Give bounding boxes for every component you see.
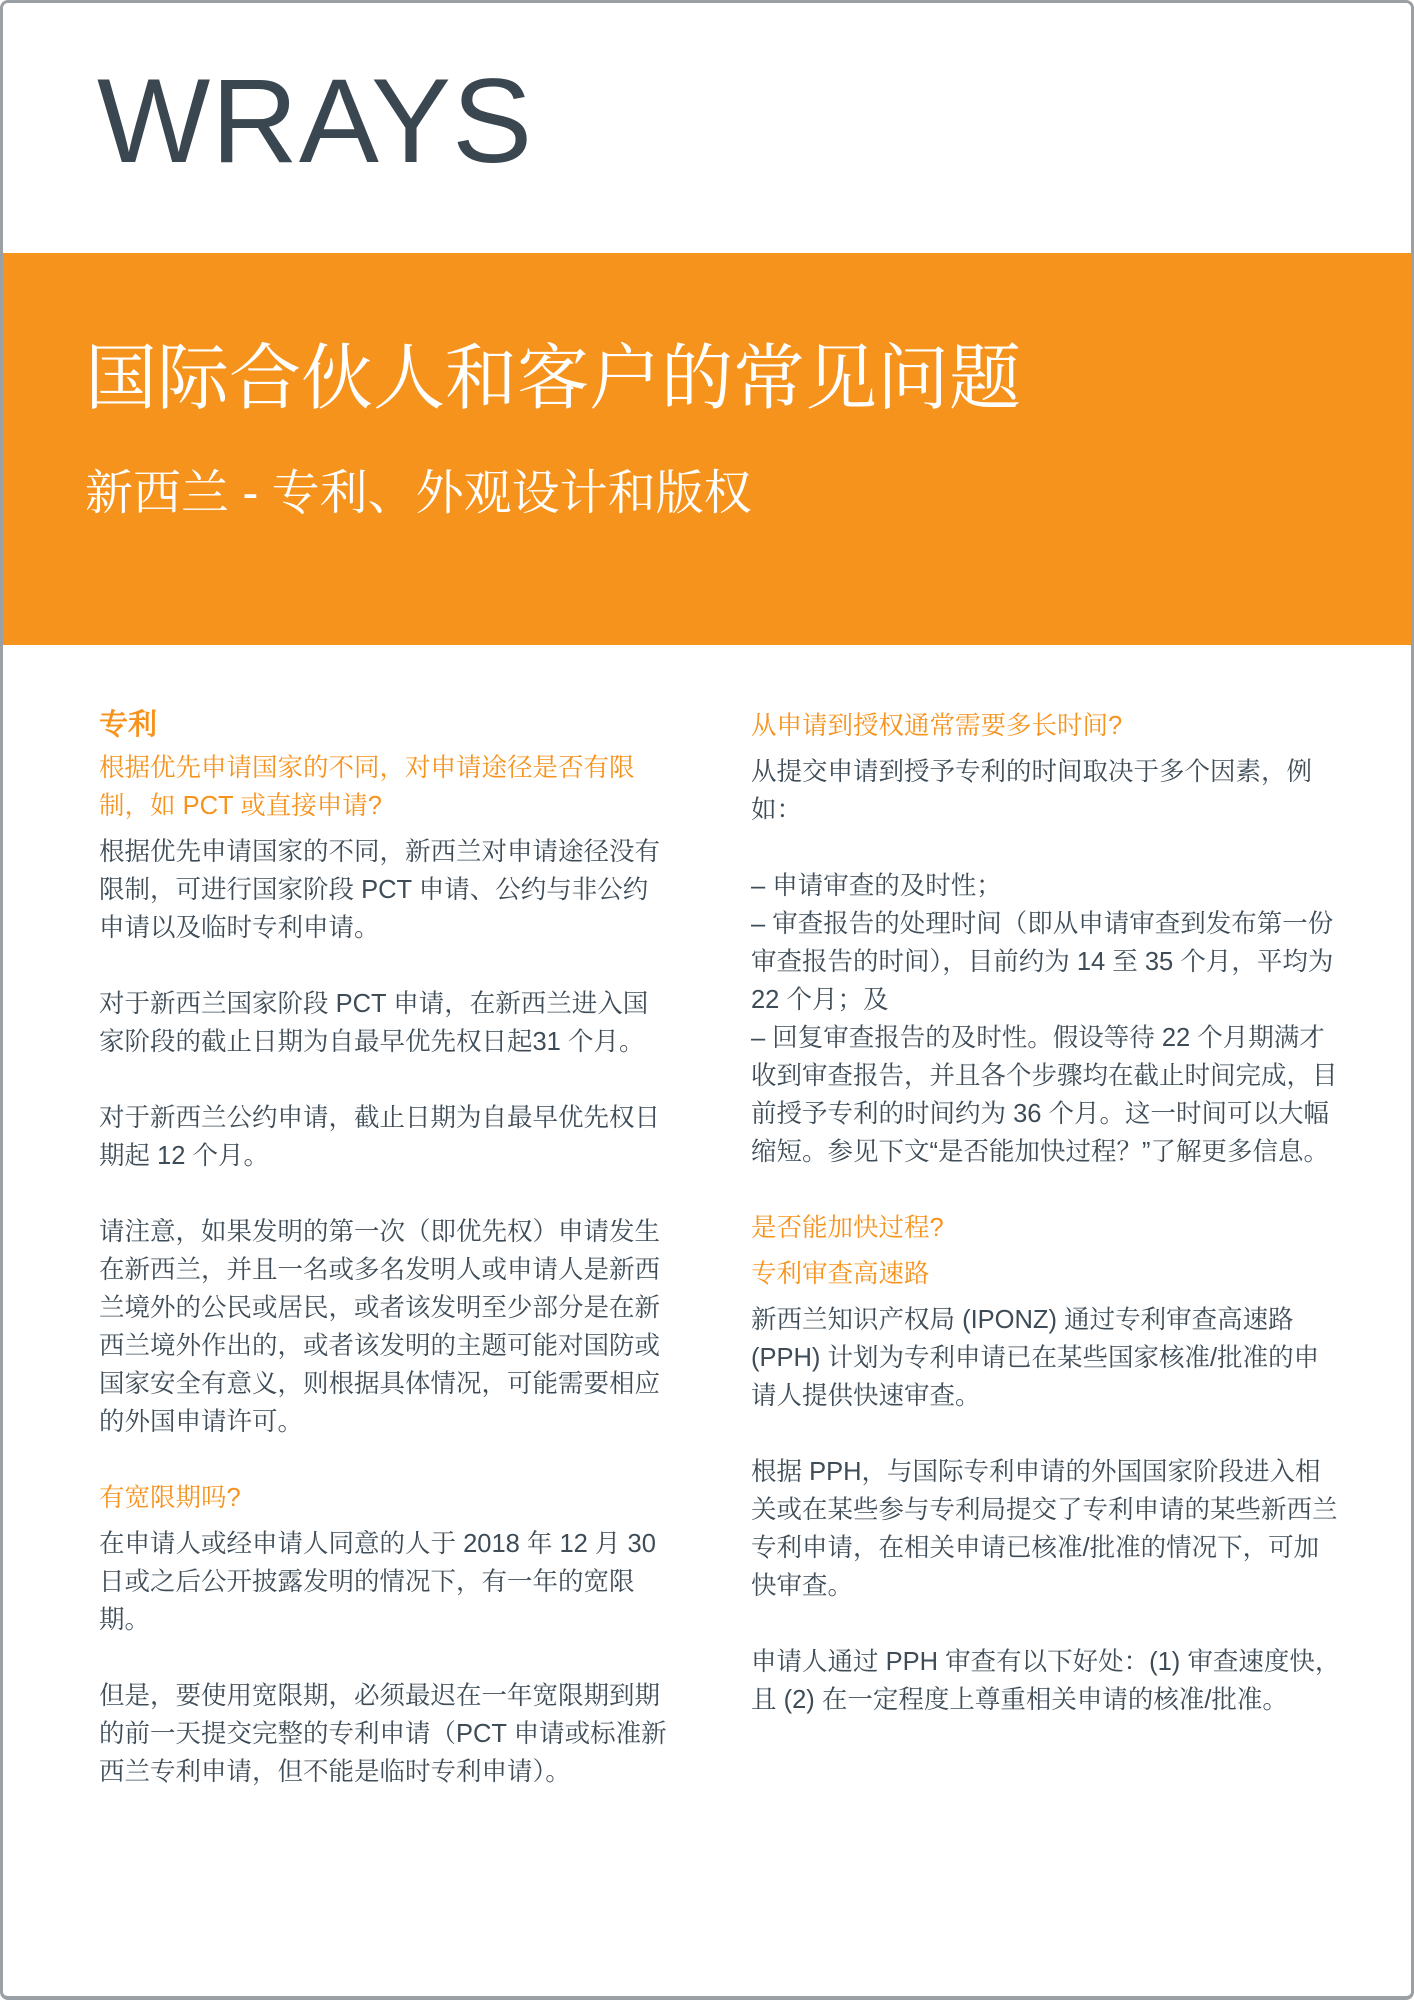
section-heading-patents: 专利 <box>99 709 158 741</box>
paragraph: 根据 PPH，与国际专利申请的外国国家阶段进入相关或在某些参与专利局提交了专利申请的某些新西兰专利申请，在相关申请已核准/批准的情况下，可加快审查。 <box>751 1458 1338 1600</box>
paragraph: 对于新西兰国家阶段 PCT 申请，在新西兰进入国家阶段的截止日期为自最早优先权日起31 个月。 <box>99 990 649 1056</box>
wrays-logo: WRAYS <box>97 54 534 188</box>
content-area <box>3 645 1411 1791</box>
page-subtitle: 新西兰 - 专利、外观设计和版权 <box>85 466 752 520</box>
page-header <box>3 3 1411 253</box>
question-heading-expedite: 是否能加快过程? <box>751 1214 944 1242</box>
page-title: 国际合伙人和客户的常见问题 <box>85 339 1022 419</box>
paragraph: 但是，要使用宽限期，必须最迟在一年宽限期到期的前一天提交完整的专利申请（PCT 申请或标准新西兰专利申请，但不能是临时专利申请）。 <box>99 1682 667 1786</box>
subheading-pph: 专利审查高速路 <box>751 1260 930 1288</box>
list-item: – 回复审查报告的及时性。假设等待 22 个月期满才收到审查报告，并且各个步骤均在截止时间完成，目前授予专利的时间约为 36 个月。这一时间可以大幅缩短。参见下文“是否能加快过程？”了解更多信息。 <box>751 1024 1338 1166</box>
question-heading-filing-routes: 根据优先申请国家的不同，对申请途径是否有限制，如 PCT 或直接申请? <box>99 754 635 820</box>
paragraph: 从提交申请到授予专利的时间取决于多个因素，例如： <box>751 758 1313 824</box>
list-item: – 审查报告的处理时间（即从申请审查到发布第一份审查报告的时间），目前约为 14 至 35 个月，平均为 22 个月；及 <box>751 910 1334 1014</box>
paragraph: 申请人通过 PPH 审查有以下好处：(1) 审查速度快，且 (2) 在一定程度上尊重相关申请的核准/批准。 <box>751 1648 1341 1714</box>
list-item: – 申请审查的及时性； <box>751 872 1002 900</box>
paragraph: 在申请人或经申请人同意的人于 2018 年 12 月 30 日或之后公开披露发明的情况下，有一年的宽限期。 <box>99 1530 656 1634</box>
paragraph: 请注意，如果发明的第一次（即优先权）申请发生在新西兰，并且一名或多名发明人或申请人是新西兰境外的公民或居民，或者该发明至少部分是在新西兰境外作出的，或者该发明的主题可能对国防或国家安全有意义，则根据具体情况，可能需要相应的外国申请许可。 <box>99 1218 661 1436</box>
dash-list <box>751 867 1341 1171</box>
right-column <box>751 707 1341 1791</box>
paragraph: 根据优先申请国家的不同，新西兰对申请途径没有限制，可进行国家阶段 PCT 申请、公约与非公约申请以及临时专利申请。 <box>99 838 661 942</box>
title-banner <box>3 253 1411 645</box>
question-heading-time-to-grant: 从申请到授权通常需要多长时间? <box>751 712 1123 740</box>
question-heading-grace-period: 有宽限期吗? <box>99 1484 241 1512</box>
left-column <box>99 707 669 1791</box>
paragraph: 对于新西兰公约申请，截止日期为自最早优先权日期起 12 个月。 <box>99 1104 661 1170</box>
paragraph: 新西兰知识产权局 (IPONZ) 通过专利审查高速路 (PPH) 计划为专利申请已在某些国家核准/批准的申请人提供快速审查。 <box>751 1306 1320 1410</box>
